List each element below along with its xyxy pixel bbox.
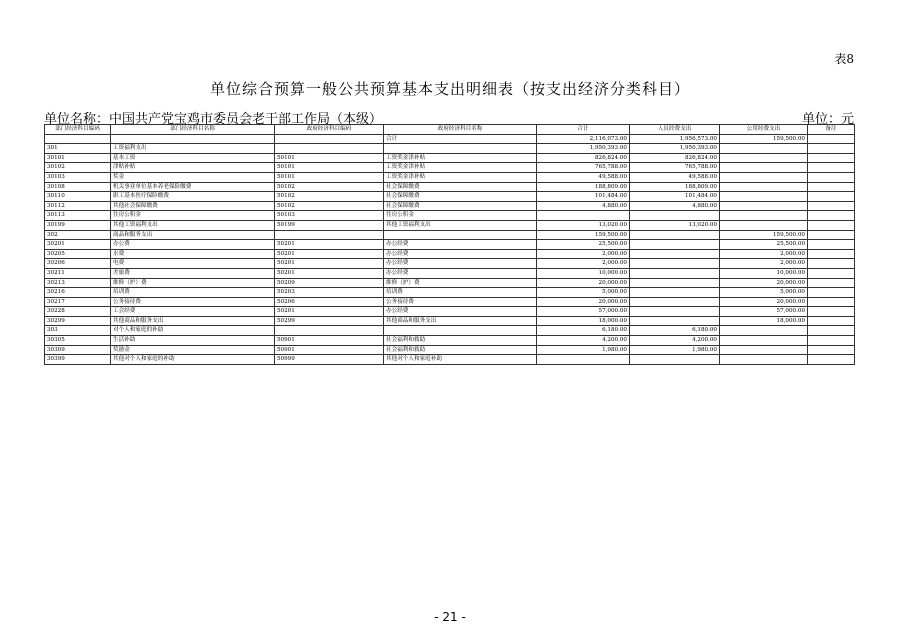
- dept-code-cell: 30217: [45, 297, 111, 307]
- dept-name-cell: 培训费: [111, 288, 275, 298]
- total-cell: 49,588.00: [537, 172, 630, 182]
- gov-code-cell: 50201: [275, 268, 384, 278]
- column-header: 备注: [808, 125, 855, 135]
- currency-unit: 单位：元: [801, 112, 854, 127]
- dept-name-cell: 住房公积金: [111, 211, 275, 221]
- gov-name-cell: 其他对个人和家庭补助: [384, 355, 537, 365]
- dept-name-cell: 差旅费: [111, 268, 275, 278]
- unit-name: 单位名称：中国共产党宝鸡市委员会老干部工作局（本级）: [44, 112, 383, 127]
- dept-name-cell: 其他社会保障缴费: [111, 201, 275, 211]
- dept-name-cell: 津贴补贴: [111, 163, 275, 173]
- personnel-cell: [630, 355, 720, 365]
- dept-code-cell: 30201: [45, 240, 111, 250]
- total-cell: 57,000.00: [537, 307, 630, 317]
- total-cell: 10,000.00: [537, 268, 630, 278]
- gov-code-cell: [275, 134, 384, 144]
- public-cell: 57,000.00: [720, 307, 808, 317]
- personnel-cell: 826,824.00: [630, 153, 720, 163]
- note-cell: [808, 355, 855, 365]
- note-cell: [808, 297, 855, 307]
- total-cell: 20,000.00: [537, 278, 630, 288]
- note-cell: [808, 192, 855, 202]
- gov-code-cell: 50103: [275, 211, 384, 221]
- note-cell: [808, 230, 855, 240]
- public-cell: 159,500.00: [720, 230, 808, 240]
- dept-name-cell: 其他商品和服务支出: [111, 316, 275, 326]
- gov-name-cell: [384, 144, 537, 154]
- column-header: 政府经济科目编码: [275, 125, 384, 135]
- dept-code-cell: 30101: [45, 153, 111, 163]
- note-cell: [808, 163, 855, 173]
- page-number: - 21 -: [434, 610, 466, 624]
- gov-name-cell: 社会保障缴费: [384, 201, 537, 211]
- gov-code-cell: 50299: [275, 316, 384, 326]
- gov-name-cell: [384, 230, 537, 240]
- gov-name-cell: 公务接待费: [384, 297, 537, 307]
- column-header: 政府经济科目名称: [384, 125, 537, 135]
- gov-name-cell: 培训费: [384, 288, 537, 298]
- column-header: 合计: [537, 125, 630, 135]
- dept-code-cell: 30108: [45, 182, 111, 192]
- personnel-cell: [630, 249, 720, 259]
- total-cell: 159,500.00: [537, 230, 630, 240]
- gov-name-cell: 办公经费: [384, 307, 537, 317]
- total-cell: 2,116,073.00: [537, 134, 630, 144]
- gov-code-cell: [275, 326, 384, 336]
- personnel-cell: [630, 288, 720, 298]
- note-cell: [808, 211, 855, 221]
- gov-code-cell: 50901: [275, 345, 384, 355]
- total-cell: 188,809.00: [537, 182, 630, 192]
- note-cell: [808, 220, 855, 230]
- table-number: 表8: [834, 52, 854, 66]
- table-row: [45, 316, 855, 326]
- gov-code-cell: [275, 230, 384, 240]
- personnel-cell: [630, 278, 720, 288]
- public-cell: 20,000.00: [720, 278, 808, 288]
- public-cell: [720, 220, 808, 230]
- table-row: [45, 249, 855, 259]
- personnel-cell: [630, 316, 720, 326]
- table-row: [45, 163, 855, 173]
- gov-code-cell: 50206: [275, 297, 384, 307]
- table-row: [45, 307, 855, 317]
- total-cell: 826,824.00: [537, 153, 630, 163]
- gov-name-cell: 社会保障缴费: [384, 182, 537, 192]
- gov-name-cell: 办公经费: [384, 259, 537, 269]
- total-cell: 6,180.00: [537, 326, 630, 336]
- gov-name-cell: 住房公积金: [384, 211, 537, 221]
- table-row: [45, 336, 855, 346]
- gov-name-cell: 社会福利和救助: [384, 336, 537, 346]
- gov-code-cell: 50102: [275, 182, 384, 192]
- gov-code-cell: 50101: [275, 153, 384, 163]
- table-row: [45, 268, 855, 278]
- personnel-cell: 4,200.00: [630, 336, 720, 346]
- gov-code-cell: 50999: [275, 355, 384, 365]
- dept-name-cell: 对个人和家庭的补助: [111, 326, 275, 336]
- expenditure-detail-table: [44, 124, 855, 365]
- personnel-cell: [630, 307, 720, 317]
- public-cell: [720, 163, 808, 173]
- dept-name-cell: 机关事业单位基本养老保险缴费: [111, 182, 275, 192]
- gov-name-cell: 工资奖金津补贴: [384, 172, 537, 182]
- table-row: [45, 288, 855, 298]
- personnel-cell: 13,020.00: [630, 220, 720, 230]
- gov-code-cell: 50901: [275, 336, 384, 346]
- personnel-cell: [630, 240, 720, 250]
- gov-name-cell: 其他工资福利支出: [384, 220, 537, 230]
- gov-name-cell: 其他商品和服务支出: [384, 316, 537, 326]
- table-row: [45, 240, 855, 250]
- total-cell: 4,200.00: [537, 336, 630, 346]
- table-row: [45, 278, 855, 288]
- personnel-cell: 1,950,393.00: [630, 144, 720, 154]
- gov-name-cell: [384, 326, 537, 336]
- personnel-cell: [630, 259, 720, 269]
- public-cell: [720, 144, 808, 154]
- dept-code-cell: 30309: [45, 345, 111, 355]
- gov-name-cell: 维修（护）费: [384, 278, 537, 288]
- dept-code-cell: 30205: [45, 249, 111, 259]
- table-header-row: [45, 125, 855, 135]
- dept-name-cell: 电费: [111, 259, 275, 269]
- public-cell: [720, 345, 808, 355]
- gov-code-cell: 50209: [275, 278, 384, 288]
- public-cell: 10,000.00: [720, 268, 808, 278]
- public-cell: [720, 172, 808, 182]
- dept-name-cell: 基本工资: [111, 153, 275, 163]
- table-row: [45, 345, 855, 355]
- page-title: 单位综合预算一般公共预算基本支出明细表（按支出经济分类科目）: [209, 80, 690, 98]
- dept-code-cell: 302: [45, 230, 111, 240]
- dept-name-cell: 工资福利支出: [111, 144, 275, 154]
- gov-code-cell: 50102: [275, 201, 384, 211]
- personnel-cell: [630, 268, 720, 278]
- total-cell: 13,020.00: [537, 220, 630, 230]
- dept-name-cell: [111, 134, 275, 144]
- gov-code-cell: 50199: [275, 220, 384, 230]
- dept-code-cell: 30213: [45, 278, 111, 288]
- note-cell: [808, 326, 855, 336]
- table-row: [45, 326, 855, 336]
- gov-name-cell: 办公经费: [384, 240, 537, 250]
- personnel-cell: [630, 211, 720, 221]
- public-cell: 2,000.00: [720, 259, 808, 269]
- public-cell: [720, 192, 808, 202]
- dept-name-cell: 办公费: [111, 240, 275, 250]
- gov-code-cell: 50201: [275, 240, 384, 250]
- table-row: [45, 211, 855, 221]
- public-cell: [720, 153, 808, 163]
- dept-code-cell: 303: [45, 326, 111, 336]
- total-cell: 2,000.00: [537, 259, 630, 269]
- note-cell: [808, 316, 855, 326]
- note-cell: [808, 182, 855, 192]
- column-header: 部门经济科目名称: [111, 125, 275, 135]
- personnel-cell: 765,788.00: [630, 163, 720, 173]
- dept-name-cell: 生活补助: [111, 336, 275, 346]
- table-row: [45, 297, 855, 307]
- note-cell: [808, 259, 855, 269]
- dept-code-cell: 30102: [45, 163, 111, 173]
- gov-name-cell: 办公经费: [384, 249, 537, 259]
- dept-code-cell: 30211: [45, 268, 111, 278]
- personnel-cell: 1,980.00: [630, 345, 720, 355]
- note-cell: [808, 134, 855, 144]
- column-header: 人员经费支出: [630, 125, 720, 135]
- public-cell: 20,000.00: [720, 297, 808, 307]
- dept-name-cell: 维修（护）费: [111, 278, 275, 288]
- dept-code-cell: [45, 134, 111, 144]
- gov-code-cell: 50102: [275, 192, 384, 202]
- dept-code-cell: 30299: [45, 316, 111, 326]
- table-row: [45, 134, 855, 144]
- gov-name-cell: 社会保障缴费: [384, 192, 537, 202]
- dept-name-cell: 商品和服务支出: [111, 230, 275, 240]
- gov-name-cell: 合计: [384, 134, 537, 144]
- gov-name-cell: 办公经费: [384, 268, 537, 278]
- public-cell: 159,500.00: [720, 134, 808, 144]
- dept-name-cell: 水费: [111, 249, 275, 259]
- gov-code-cell: 50201: [275, 307, 384, 317]
- dept-name-cell: 其他对个人和家庭的补助: [111, 355, 275, 365]
- public-cell: [720, 182, 808, 192]
- note-cell: [808, 345, 855, 355]
- table-row: [45, 172, 855, 182]
- column-header: 部门经济科目编码: [45, 125, 111, 135]
- dept-code-cell: 30206: [45, 259, 111, 269]
- dept-code-cell: 30103: [45, 172, 111, 182]
- total-cell: 1,980.00: [537, 345, 630, 355]
- gov-code-cell: 50101: [275, 172, 384, 182]
- table-row: [45, 355, 855, 365]
- gov-code-cell: 50101: [275, 163, 384, 173]
- dept-code-cell: 30305: [45, 336, 111, 346]
- table-row: [45, 144, 855, 154]
- dept-name-cell: 奖金: [111, 172, 275, 182]
- public-cell: 18,000.00: [720, 316, 808, 326]
- note-cell: [808, 144, 855, 154]
- gov-code-cell: 50201: [275, 249, 384, 259]
- gov-name-cell: 工资奖金津补贴: [384, 163, 537, 173]
- personnel-cell: 49,588.00: [630, 172, 720, 182]
- table-row: [45, 230, 855, 240]
- table-row: [45, 259, 855, 269]
- total-cell: 765,788.00: [537, 163, 630, 173]
- note-cell: [808, 153, 855, 163]
- total-cell: 2,000.00: [537, 249, 630, 259]
- personnel-cell: 6,180.00: [630, 326, 720, 336]
- table-row: [45, 220, 855, 230]
- public-cell: [720, 326, 808, 336]
- note-cell: [808, 172, 855, 182]
- public-cell: [720, 211, 808, 221]
- note-cell: [808, 278, 855, 288]
- public-cell: 5,000.00: [720, 288, 808, 298]
- note-cell: [808, 249, 855, 259]
- dept-code-cell: 30399: [45, 355, 111, 365]
- dept-code-cell: 30228: [45, 307, 111, 317]
- total-cell: 4,880.00: [537, 201, 630, 211]
- total-cell: 25,500.00: [537, 240, 630, 250]
- personnel-cell: [630, 297, 720, 307]
- gov-code-cell: 50203: [275, 288, 384, 298]
- dept-code-cell: 30216: [45, 288, 111, 298]
- dept-name-cell: 其他工资福利支出: [111, 220, 275, 230]
- gov-code-cell: 50201: [275, 259, 384, 269]
- public-cell: 2,000.00: [720, 249, 808, 259]
- personnel-cell: 188,809.00: [630, 182, 720, 192]
- note-cell: [808, 336, 855, 346]
- total-cell: 18,000.00: [537, 316, 630, 326]
- public-cell: 25,500.00: [720, 240, 808, 250]
- public-cell: [720, 355, 808, 365]
- dept-code-cell: 30113: [45, 211, 111, 221]
- public-cell: [720, 201, 808, 211]
- note-cell: [808, 307, 855, 317]
- total-cell: 1,950,393.00: [537, 144, 630, 154]
- dept-code-cell: 30110: [45, 192, 111, 202]
- column-header: 公用经费支出: [720, 125, 808, 135]
- note-cell: [808, 268, 855, 278]
- personnel-cell: 101,484.00: [630, 192, 720, 202]
- personnel-cell: [630, 230, 720, 240]
- dept-name-cell: 奖励金: [111, 345, 275, 355]
- dept-name-cell: 工会经费: [111, 307, 275, 317]
- public-cell: [720, 336, 808, 346]
- table-row: [45, 182, 855, 192]
- dept-code-cell: 30112: [45, 201, 111, 211]
- table-row: [45, 201, 855, 211]
- total-cell: [537, 355, 630, 365]
- gov-name-cell: 工资奖金津补贴: [384, 153, 537, 163]
- dept-name-cell: 公务接待费: [111, 297, 275, 307]
- dept-code-cell: 301: [45, 144, 111, 154]
- personnel-cell: 1,956,573.00: [630, 134, 720, 144]
- total-cell: 101,484.00: [537, 192, 630, 202]
- table-row: [45, 153, 855, 163]
- dept-name-cell: 职工基本医疗保险缴费: [111, 192, 275, 202]
- gov-name-cell: 社会福利和救助: [384, 345, 537, 355]
- table-row: [45, 192, 855, 202]
- dept-code-cell: 30199: [45, 220, 111, 230]
- gov-code-cell: [275, 144, 384, 154]
- total-cell: 20,000.00: [537, 297, 630, 307]
- note-cell: [808, 288, 855, 298]
- personnel-cell: 4,880.00: [630, 201, 720, 211]
- total-cell: [537, 211, 630, 221]
- note-cell: [808, 201, 855, 211]
- note-cell: [808, 240, 855, 250]
- total-cell: 5,000.00: [537, 288, 630, 298]
